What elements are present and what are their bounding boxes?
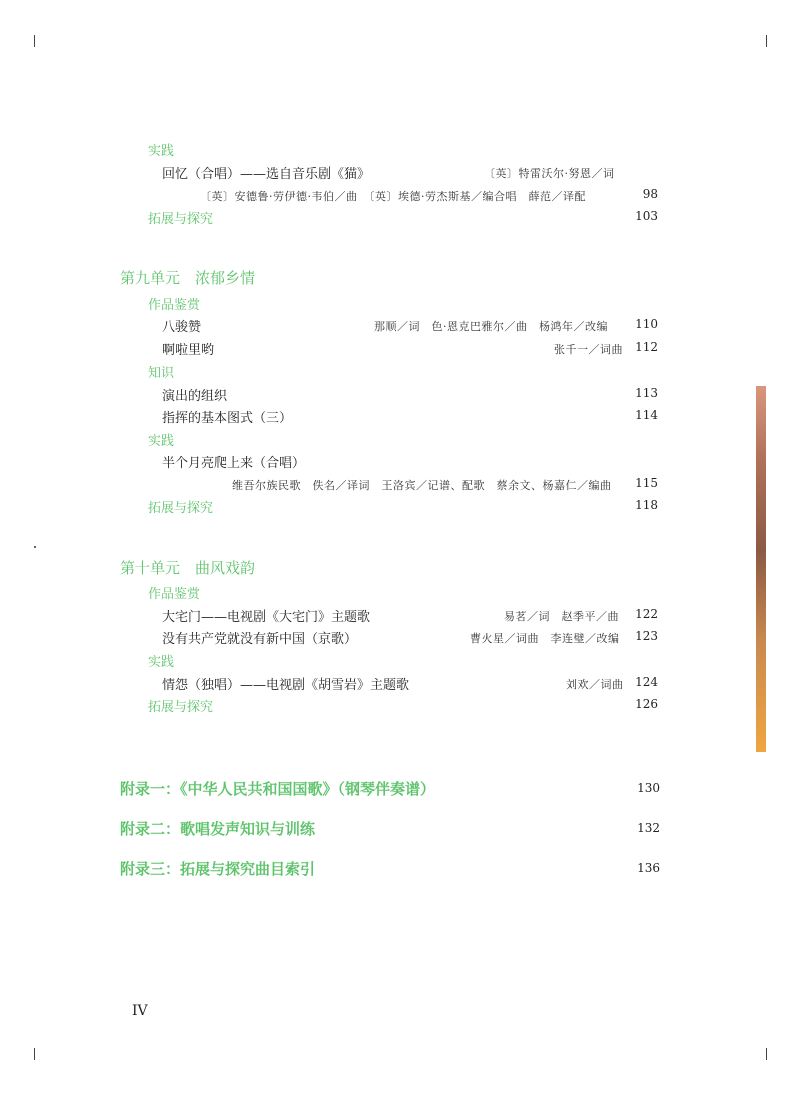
page-number: 130 <box>637 781 660 795</box>
toc-entry-credit: 刘欢／词曲 <box>566 678 624 691</box>
page-number: 126 <box>635 697 658 711</box>
crop-mark-top-left <box>34 35 35 47</box>
unit-title: 第十单元 曲风戏韵 <box>120 559 256 577</box>
toc-entry-title: 演出的组织 <box>162 389 228 404</box>
appendix-title: 附录三：拓展与探究曲目索引 <box>120 860 316 878</box>
toc-entry-credit: 张千一／词曲 <box>554 343 623 356</box>
toc-entry-title: 啊啦里哟 <box>162 343 215 358</box>
page-number: 98 <box>642 187 658 201</box>
page-number: 123 <box>635 629 658 643</box>
knowledge-heading: 知识 <box>148 366 175 381</box>
page-number: 115 <box>635 476 658 490</box>
song-credit: 〔英〕安德鲁·劳伊德·韦伯／曲 〔英〕埃德·劳杰斯基／编合唱 薛范／译配 <box>200 190 586 203</box>
explore-heading: 拓展与探究 <box>148 700 214 715</box>
toc-entry-title: 没有共产党就没有新中国（京歌） <box>162 632 358 647</box>
margin-dot <box>34 546 36 548</box>
page-number: 113 <box>635 386 658 400</box>
toc-entry-title: 八骏赞 <box>162 320 202 335</box>
page-number: 124 <box>635 675 658 689</box>
page-number: 112 <box>635 340 658 354</box>
side-photo-strip <box>756 386 766 752</box>
practice-heading: 实践 <box>148 434 175 449</box>
crop-mark-top-right <box>766 35 767 47</box>
explore-heading: 拓展与探究 <box>148 501 214 516</box>
song-title: 回忆（合唱）——选自音乐剧《猫》 <box>162 167 371 182</box>
toc-entry-title: 情怨（独唱）——电视剧《胡雪岩》主题歌 <box>162 678 410 693</box>
page-number: 114 <box>635 408 658 422</box>
page-number: 132 <box>637 821 660 835</box>
toc-entry-credit: 易茗／词 赵季平／曲 <box>504 610 619 623</box>
appendix-title: 附录一：《中华人民共和国国歌》（钢琴伴奏谱） <box>120 780 436 798</box>
page-number: 110 <box>635 317 658 331</box>
unit-title: 第九单元 浓郁乡情 <box>120 269 256 287</box>
toc-entry-credit: 维吾尔族民歌 佚名／译词 王洛宾／记谱、配歌 蔡余文、杨嘉仁／编曲 <box>232 479 612 492</box>
practice-heading: 实践 <box>148 655 175 670</box>
toc-entry-credit: 曹火星／词曲 李连璧／改编 <box>470 632 620 645</box>
page-number: 136 <box>637 861 660 875</box>
toc-entry-credit: 那顺／词 色·恩克巴雅尔／曲 杨鸿年／改编 <box>374 320 608 333</box>
appendix-title: 附录二：歌唱发声知识与训练 <box>120 820 316 838</box>
explore-heading: 拓展与探究 <box>148 212 214 227</box>
page-folio: IV <box>132 1003 148 1019</box>
page-number: 118 <box>635 498 658 512</box>
works-heading: 作品鉴赏 <box>148 298 201 313</box>
toc-entry-title: 指挥的基本图式（三） <box>162 411 293 426</box>
crop-mark-bottom-left <box>34 1048 35 1060</box>
practice-heading: 实践 <box>148 144 175 159</box>
toc-entry-title: 半个月亮爬上来（合唱） <box>162 456 306 471</box>
crop-mark-bottom-right <box>766 1048 767 1060</box>
page-number: 103 <box>635 209 658 223</box>
page-number: 122 <box>635 607 658 621</box>
works-heading: 作品鉴赏 <box>148 587 201 602</box>
song-credit: 〔英〕特雷沃尔·努恩／词 <box>484 167 615 180</box>
toc-entry-title: 大宅门——电视剧《大宅门》主题歌 <box>162 610 371 625</box>
